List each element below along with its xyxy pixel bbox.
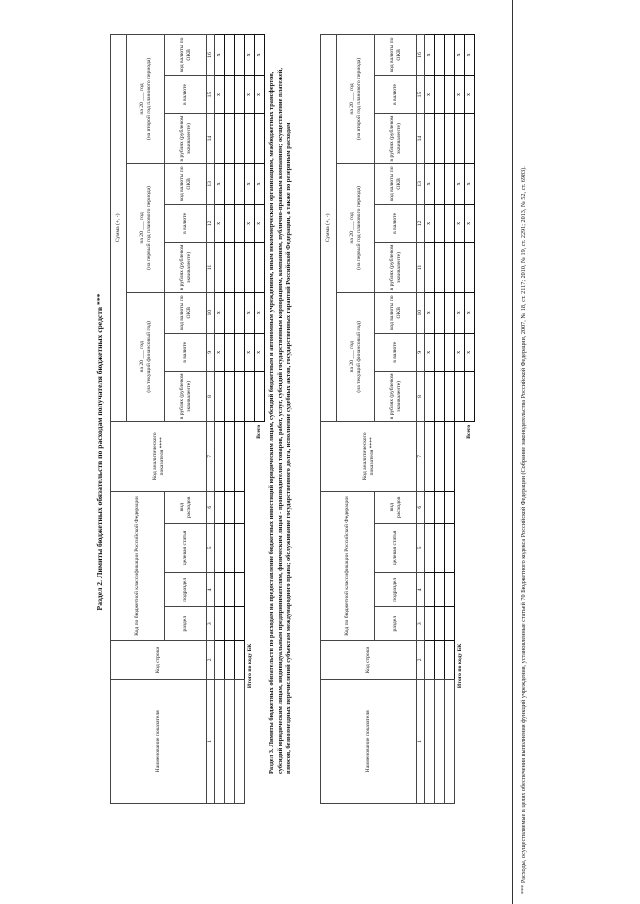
header-sum-group: Сумма (+, -) (321, 35, 337, 422)
header-podrazdel: подраздел (375, 573, 417, 607)
column-number: 4 (207, 573, 215, 607)
total-row-bk (455, 35, 465, 804)
year-prefix: на 20 (139, 360, 146, 373)
x-mark: x (245, 204, 255, 242)
x-mark: x (245, 292, 255, 333)
column-number: 15 (417, 75, 425, 113)
footnote: *** Расходы, осуществляемые в целях обеспечения выполнения функций учреждения, установленные статьей 70 Бюджетного кодекса Российской Федерации (Собрание законодательства Российской Федерации, 2007, № 18, ст. 2117; 2010, № 19, ст. 2291; 2013, № 52, ст. 6983). (520, 166, 527, 894)
x-mark: x (425, 333, 435, 371)
header-currency: в валюте (375, 204, 417, 242)
x-mark: x (255, 204, 265, 242)
header-first-plan-year: на 20 ___ год (на первый год планового периода) (337, 164, 375, 293)
year-suffix: год (349, 212, 356, 220)
year-suffix: год (139, 83, 146, 91)
x-mark: x (255, 333, 265, 371)
x-mark: x (425, 204, 435, 242)
column-number: 8 (417, 372, 425, 422)
x-mark: x (455, 75, 465, 113)
itogo-bk-label: Итого по коду БК (246, 643, 253, 689)
header-celevaya: целевая статья (165, 523, 207, 573)
table-row (215, 35, 225, 804)
year-prefix: на 20 (139, 231, 146, 244)
x-mark: x (465, 204, 475, 242)
header-rub: в рублях (рублевом эквиваленте) (375, 243, 417, 293)
section2-title: Раздел 2. Лимиты бюджетных обязательств по расходам получателя бюджетных средств *** (95, 293, 104, 611)
section3-table (320, 34, 475, 804)
period-first: (на первый год планового периода) (355, 186, 362, 270)
column-number: 2 (417, 641, 425, 679)
x-mark: x (245, 333, 255, 371)
column-number: 9 (417, 333, 425, 371)
total-row-all (465, 35, 475, 804)
vsego-label: Всего (466, 424, 473, 439)
header-rub: в рублях (рублевом эквиваленте) (165, 114, 207, 164)
header-code-row: Код строки (111, 641, 207, 679)
year-suffix: год (349, 83, 356, 91)
table-row (445, 35, 455, 804)
column-number: 12 (207, 204, 215, 242)
x-mark: x (255, 75, 265, 113)
year-suffix: год (139, 212, 146, 220)
column-number: 3 (207, 607, 215, 641)
header-celevaya: целевая статья (375, 523, 417, 573)
x-mark: x (455, 204, 465, 242)
column-number: 11 (417, 243, 425, 293)
header-code-row: Код строки (321, 641, 417, 679)
x-mark: x (425, 164, 435, 205)
header-currency: в валюте (165, 75, 207, 113)
column-number: 12 (417, 204, 425, 242)
header-vid: вид расходов (375, 491, 417, 523)
header-name: Наименование показателя (111, 679, 207, 803)
year-prefix: на 20 (139, 102, 146, 115)
year-prefix: на 20 (349, 360, 356, 373)
x-mark: x (245, 35, 255, 76)
x-mark: x (255, 35, 265, 76)
header-okv: код валюты по ОКВ (375, 35, 417, 76)
header-current-year: на 20 ___ год (на текущий финансовый год) (127, 292, 165, 421)
period-current: (на текущий финансовый год) (145, 321, 152, 393)
header-vid: вид расходов (165, 491, 207, 523)
x-mark: x (465, 333, 475, 371)
section2-table (110, 34, 265, 804)
x-mark: x (465, 292, 475, 333)
header-okv: код валюты по ОКВ (375, 292, 417, 333)
header-analytic: Код аналитического показателя **** (321, 421, 417, 491)
x-mark: x (455, 164, 465, 205)
header-second-plan-year: на 20 ___ год (на второй год планового периода) (127, 35, 165, 164)
header-okv: код валюты по ОКВ (165, 292, 207, 333)
x-mark: x (215, 204, 225, 242)
itogo-bk-label: Итого по коду БК (456, 643, 463, 689)
x-mark: x (465, 164, 475, 205)
table-row (235, 35, 245, 804)
column-number: 16 (207, 35, 215, 76)
column-number: 14 (207, 114, 215, 164)
x-mark: x (215, 75, 225, 113)
header-rub: в рублях (рублевом эквиваленте) (375, 372, 417, 422)
column-number: 10 (207, 292, 215, 333)
header-second-plan-year: на 20 ___ год (на второй год планового периода) (337, 35, 375, 164)
header-analytic: Код аналитического показателя **** (111, 421, 207, 491)
column-number: 13 (417, 164, 425, 205)
column-number: 2 (207, 641, 215, 679)
footnote-separator (512, 0, 513, 904)
period-second: (на второй год планового периода) (355, 57, 362, 141)
x-mark: x (255, 164, 265, 205)
header-okv: код валюты по ОКВ (165, 164, 207, 205)
header-razdel: раздел (165, 607, 207, 641)
total-row-bk (245, 35, 255, 804)
vsego-label: Всего (256, 424, 263, 439)
column-number: 14 (417, 114, 425, 164)
x-mark: x (455, 292, 465, 333)
column-number: 7 (207, 421, 215, 491)
header-okv: код валюты по ОКВ (165, 35, 207, 76)
column-number: 1 (417, 679, 425, 803)
table-row (225, 35, 235, 804)
x-mark: x (245, 75, 255, 113)
x-mark: x (425, 75, 435, 113)
column-number: 11 (207, 243, 215, 293)
header-current-year: на 20 ___ год (на текущий финансовый год) (337, 292, 375, 421)
column-number: 4 (417, 573, 425, 607)
header-razdel: раздел (375, 607, 417, 641)
total-row-all (255, 35, 265, 804)
column-number: 6 (417, 491, 425, 523)
header-bk-group: Код по бюджетной классификации Российской Федерации (321, 491, 375, 640)
column-number: 3 (417, 607, 425, 641)
x-mark: x (215, 35, 225, 76)
period-second: (на второй год планового периода) (145, 57, 152, 141)
section3-title: Раздел 3. Лимиты бюджетных обязательств по расходам на предоставление бюджетных инвестиций юридическим лицам, субсидий бюджетным и автономным учреждениям, иным некоммерческим организациям, межбюджетных трансфертов, субсидий юридическим лицам, индивидуальным предпринимателям, физическим лицам - производителям товаров, работ, услуг, субсидий государственным корпорациям, компаниям, публично-правовым компаниям; осуществление платежей, взносов, безвозмездных перечислений субъектам международного права; обслуживание государственного долга, исполнение судебных актов, государственных гарантий Российской Федерации, а также по резервным расходам (268, 68, 293, 774)
x-mark: x (215, 292, 225, 333)
x-mark: x (455, 333, 465, 371)
column-number: 5 (207, 523, 215, 573)
column-number: 7 (417, 421, 425, 491)
header-name: Наименование показателя (321, 679, 417, 803)
table-row (435, 35, 445, 804)
column-number: 1 (207, 679, 215, 803)
header-bk-group: Код по бюджетной классификации Российской Федерации (111, 491, 165, 640)
column-number: 9 (207, 333, 215, 371)
header-first-plan-year: на 20 ___ год (на первый год планового периода) (127, 164, 165, 293)
period-first: (на первый год планового периода) (145, 186, 152, 270)
x-mark: x (425, 35, 435, 76)
x-mark: x (215, 164, 225, 205)
column-number: 16 (417, 35, 425, 76)
column-number: 8 (207, 372, 215, 422)
header-currency: в валюте (165, 204, 207, 242)
column-number: 15 (207, 75, 215, 113)
header-rub: в рублях (рублевом эквиваленте) (375, 114, 417, 164)
x-mark: x (455, 35, 465, 76)
header-okv: код валюты по ОКВ (375, 164, 417, 205)
header-podrazdel: подраздел (165, 573, 207, 607)
x-mark: x (425, 292, 435, 333)
x-mark: x (465, 75, 475, 113)
header-rub: в рублях (рублевом эквиваленте) (165, 243, 207, 293)
column-number: 10 (417, 292, 425, 333)
header-currency: в валюте (375, 75, 417, 113)
year-prefix: на 20 (349, 231, 356, 244)
year-suffix: год (349, 341, 356, 349)
year-prefix: на 20 (349, 102, 356, 115)
column-number: 6 (207, 491, 215, 523)
table-row (425, 35, 435, 804)
header-sum-group: Сумма (+, -) (111, 35, 127, 422)
header-currency: в валюте (375, 333, 417, 371)
year-suffix: год (139, 341, 146, 349)
period-current: (на текущий финансовый год) (355, 321, 362, 393)
x-mark: x (465, 35, 475, 76)
x-mark: x (245, 164, 255, 205)
x-mark: x (215, 333, 225, 371)
header-rub: в рублях (рублевом эквиваленте) (165, 372, 207, 422)
header-currency: в валюте (165, 333, 207, 371)
column-number: 13 (207, 164, 215, 205)
x-mark: x (255, 292, 265, 333)
column-number: 5 (417, 523, 425, 573)
